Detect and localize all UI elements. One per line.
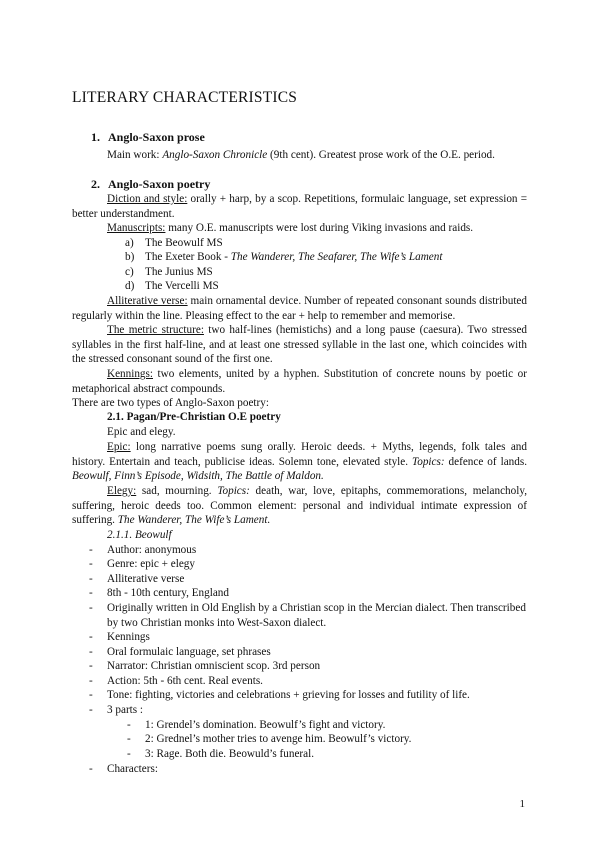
alliterative-label: Alliterative verse: xyxy=(107,295,188,307)
list-item xyxy=(125,265,213,280)
dash-marker: - xyxy=(89,763,93,775)
dash-marker: - xyxy=(89,544,93,556)
kennings-label: Kennings: xyxy=(107,368,153,380)
elegy-label: Elegy: xyxy=(107,485,137,497)
list-item-text: 3: Rage. Both die. Beowuld’s funeral. xyxy=(145,748,315,760)
metric-label: The metric structure: xyxy=(107,324,204,336)
dash-marker: - xyxy=(89,602,93,614)
elegy-topics-text: death, war, love, epitaphs, commemorations, melancholy, suffering, heroic deeds too. Common element: personal and individual intimate expression of suffering. xyxy=(72,485,528,527)
section-2-heading xyxy=(91,177,210,192)
diction-label: Diction and style: xyxy=(107,193,188,205)
alliterative-paragraph xyxy=(72,294,527,323)
types-intro: There are two types of Anglo-Saxon poetry: xyxy=(72,397,269,409)
main-work-suffix: (9th cent). Greatest prose work of the O.E. period. xyxy=(267,149,495,161)
section-1-title: Anglo-Saxon prose xyxy=(108,130,205,144)
dash-marker: - xyxy=(89,646,93,658)
list-item-text: The Vercelli MS xyxy=(145,280,219,292)
list-item-text: 8th - 10th century, England xyxy=(107,587,229,599)
list-item xyxy=(89,543,527,558)
elegy-works: The Wanderer, The Wife’s Lament. xyxy=(117,514,271,527)
epic-label: Epic: xyxy=(107,441,131,453)
list-item-label: a) xyxy=(125,237,134,249)
list-item-text: Alliterative verse xyxy=(107,573,185,585)
epic-paragraph xyxy=(72,440,527,484)
list-item-text: Oral formulaic language, set phrases xyxy=(107,646,271,658)
list-item xyxy=(127,732,411,747)
metric-text: two half-lines (hemistichs) and a long pause (caesura). Two stressed syllables in the first half-line, and at least one stressed syllable in the last one, which coincides with the stressed consonant sound of the first one. xyxy=(72,324,528,366)
dash-marker: - xyxy=(127,733,131,745)
section-1-number: 1. xyxy=(91,130,100,144)
list-item-text: Genre: epic + elegy xyxy=(107,558,195,570)
diction-paragraph xyxy=(72,192,527,221)
subsection-2-1-1-heading: 2.1.1. Beowulf xyxy=(107,529,172,541)
section-1-heading xyxy=(91,130,205,145)
list-item xyxy=(89,762,527,777)
list-item xyxy=(127,747,314,762)
list-item-text: The Exeter Book - xyxy=(145,251,231,263)
page-number: 1 xyxy=(519,798,525,810)
list-item xyxy=(89,601,527,630)
main-work-line xyxy=(107,148,527,163)
list-item-text: Kennings xyxy=(107,631,150,643)
list-item-text: Characters: xyxy=(107,763,158,775)
subsection-2-1-intro: Epic and elegy. xyxy=(107,426,176,438)
list-item-italic: The Wanderer, The Seafarer, The Wife’s Lament xyxy=(230,251,443,263)
list-item-label: c) xyxy=(125,266,134,278)
manuscripts-text: many O.E. manuscripts were lost during Viking invasions and raids. xyxy=(165,222,474,234)
diction-text: orally + harp, by a scop. Repetitions, formulaic language, set expression = better understandment. xyxy=(72,193,527,220)
list-item xyxy=(89,572,527,587)
main-work-prefix: Main work: xyxy=(107,149,163,161)
list-item-text: 1: Grendel’s domination. Beowulf’s fight and victory. xyxy=(145,719,386,731)
list-item-text: Action: 5th - 6th cent. Real events. xyxy=(107,675,263,687)
manuscripts-label: Manuscripts: xyxy=(107,222,166,234)
list-item xyxy=(89,557,527,572)
list-item-text: Narrator: Christian omniscient scop. 3rd person xyxy=(107,660,321,672)
manuscripts-paragraph xyxy=(72,221,527,236)
list-item xyxy=(125,279,219,294)
main-work-title: Anglo-Saxon Chronicle xyxy=(162,149,268,161)
dash-marker: - xyxy=(89,631,93,643)
list-item-label: d) xyxy=(125,280,135,292)
list-item xyxy=(89,703,527,718)
dash-marker: - xyxy=(89,675,93,687)
kennings-paragraph xyxy=(72,367,527,396)
dash-marker: - xyxy=(89,558,93,570)
dash-marker: - xyxy=(89,689,93,701)
dash-marker: - xyxy=(89,704,93,716)
list-item-text: 2: Grednel’s mother tries to avenge him. Beowulf’s victory. xyxy=(145,733,412,745)
list-item-text: Tone: fighting, victories and celebrations + grieving for losses and futility of life. xyxy=(107,689,470,701)
list-item-text: Originally written in Old English by a Christian scop in the Mercian dialect. Then transcribed by two Christian monks into West-Saxon dialect. xyxy=(107,602,526,629)
dash-marker: - xyxy=(89,573,93,585)
dash-marker: - xyxy=(89,660,93,672)
epic-topics-text: defence of lands. xyxy=(444,455,527,468)
list-item-text: Author: anonymous xyxy=(107,544,197,556)
list-item xyxy=(89,674,527,689)
list-item xyxy=(125,250,442,265)
elegy-paragraph xyxy=(72,484,527,528)
list-item xyxy=(89,630,527,645)
subsection-2-1-heading: 2.1. Pagan/Pre-Christian O.E poetry xyxy=(107,411,281,423)
list-item xyxy=(127,718,385,733)
list-item xyxy=(89,659,527,674)
list-item xyxy=(89,688,527,703)
elegy-topics-label: Topics: xyxy=(217,485,250,497)
page-title: LITERARY CHARACTERISTICS xyxy=(72,89,298,106)
epic-text: long narrative poems sung orally. Heroic deeds. + Myths, legends, folk tales and history. Entertain and teach, publicise ideas. Solemn tone, elevated style. xyxy=(72,441,527,468)
metric-paragraph xyxy=(72,323,527,367)
elegy-text: sad, mourning. xyxy=(136,485,218,497)
section-2-title: Anglo-Saxon poetry xyxy=(108,177,211,191)
list-item xyxy=(125,236,223,251)
section-2-number: 2. xyxy=(91,177,100,191)
list-item-text: 3 parts : xyxy=(107,704,144,716)
alliterative-text: main ornamental device. Number of repeated consonant sounds distributed regularly within the line. Pleasing effect to the ear + help to remember and memorise. xyxy=(72,295,527,322)
list-item xyxy=(89,645,527,660)
epic-works: Beowulf, Finn’s Episode, Widsith, The Battle of Maldon. xyxy=(72,470,324,483)
list-item-label: b) xyxy=(125,251,135,263)
dash-marker: - xyxy=(127,719,131,731)
list-item xyxy=(89,586,527,601)
dash-marker: - xyxy=(89,587,93,599)
list-item-text: The Junius MS xyxy=(145,266,213,278)
dash-marker: - xyxy=(127,748,131,760)
list-item-text: The Beowulf MS xyxy=(145,237,223,249)
epic-topics-label: Topics: xyxy=(412,455,445,468)
kennings-text: two elements, united by a hyphen. Substitution of concrete nouns by poetic or metaphorical abstract compounds. xyxy=(72,368,527,395)
